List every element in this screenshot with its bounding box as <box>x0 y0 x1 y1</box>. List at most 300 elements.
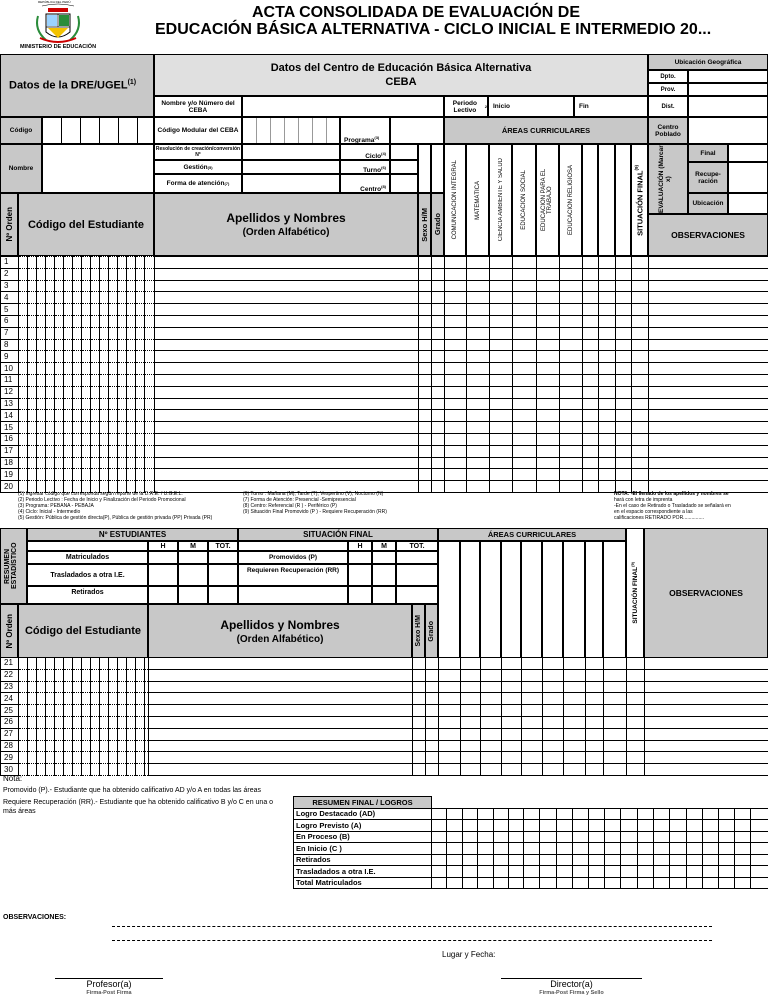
name-cell[interactable] <box>149 752 413 764</box>
code-digit-cell[interactable] <box>37 386 46 398</box>
logros-cell[interactable] <box>719 831 735 843</box>
logros-cell[interactable] <box>605 820 621 832</box>
code-digit-cell[interactable] <box>73 422 82 434</box>
area-grade-cell[interactable] <box>513 257 537 269</box>
area-grade-cell[interactable] <box>481 681 502 693</box>
area-grade-cell[interactable] <box>616 374 632 386</box>
code-digit-cell[interactable] <box>19 351 28 363</box>
code-digit-cell[interactable] <box>82 339 91 351</box>
logros-cell[interactable] <box>638 866 654 878</box>
area-grade-cell[interactable] <box>513 422 537 434</box>
sexo-cell[interactable] <box>419 374 432 386</box>
grado-cell[interactable] <box>432 257 445 269</box>
code-digit-cell[interactable] <box>73 740 82 752</box>
code-digit-cell[interactable] <box>46 339 55 351</box>
logros-cell[interactable] <box>573 877 589 889</box>
code-digit-cell[interactable] <box>37 257 46 269</box>
sexo-cell[interactable] <box>413 658 426 670</box>
logros-cell[interactable] <box>703 866 719 878</box>
logros-cell[interactable] <box>735 854 751 866</box>
area-grade-cell[interactable] <box>513 398 537 410</box>
code-digit-cell[interactable] <box>73 363 82 375</box>
code-digit-cell[interactable] <box>109 351 118 363</box>
area-grade-cell[interactable] <box>439 658 461 670</box>
area-grade-cell[interactable] <box>522 681 543 693</box>
code-digit-cell[interactable] <box>118 457 127 469</box>
code-digit-cell[interactable] <box>73 693 82 705</box>
area-grade-cell[interactable] <box>583 445 599 457</box>
code-digit-cell[interactable] <box>37 716 46 728</box>
area-grade-cell[interactable] <box>439 669 461 681</box>
code-digit-cell[interactable] <box>127 433 136 445</box>
code-digit-cell[interactable] <box>82 280 91 292</box>
logros-cell[interactable] <box>524 877 540 889</box>
observaciones-cell[interactable] <box>649 445 768 457</box>
area-grade-cell[interactable] <box>513 445 537 457</box>
code-digit-cell[interactable] <box>37 457 46 469</box>
code-digit-cell[interactable] <box>19 422 28 434</box>
area-grade-cell[interactable] <box>564 669 586 681</box>
code-digit-cell[interactable] <box>145 410 155 422</box>
code-digit-cell[interactable] <box>91 693 100 705</box>
code-digit-cell[interactable] <box>109 728 118 740</box>
code-digit-cell[interactable] <box>64 351 73 363</box>
code-digit-cell[interactable] <box>100 363 109 375</box>
code-digit-cell[interactable] <box>100 315 109 327</box>
code-digit-cell[interactable] <box>73 469 82 481</box>
code-digit-cell[interactable] <box>64 280 73 292</box>
grado-cell[interactable] <box>432 481 445 493</box>
area-grade-cell[interactable] <box>543 681 564 693</box>
logros-cell[interactable] <box>494 866 509 878</box>
code-digit-cell[interactable] <box>73 752 82 764</box>
logros-cell[interactable] <box>557 808 573 820</box>
sexo-cell[interactable] <box>413 752 426 764</box>
logros-cell[interactable] <box>703 877 719 889</box>
area-grade-cell[interactable] <box>537 433 560 445</box>
code-digit-cell[interactable] <box>136 398 145 410</box>
observaciones-cell[interactable] <box>649 351 768 363</box>
code-digit-cell[interactable] <box>118 257 127 269</box>
area-grade-cell[interactable] <box>490 304 513 316</box>
observaciones-cell[interactable] <box>645 669 768 681</box>
code-digit-cell[interactable] <box>19 658 28 670</box>
code-digit-cell[interactable] <box>64 257 73 269</box>
code-digit-cell[interactable] <box>127 410 136 422</box>
code-digit-cell[interactable] <box>46 433 55 445</box>
code-digit-cell[interactable] <box>55 339 64 351</box>
code-digit-cell[interactable] <box>118 752 127 764</box>
logros-cell[interactable] <box>670 820 687 832</box>
code-digit-cell[interactable] <box>82 693 91 705</box>
code-digit-cell[interactable] <box>145 374 155 386</box>
area-grade-cell[interactable] <box>537 457 560 469</box>
code-digit-cell[interactable] <box>55 422 64 434</box>
code-digit-cell[interactable] <box>64 752 73 764</box>
req-m[interactable] <box>372 564 396 586</box>
ubicacion-check[interactable] <box>728 193 768 214</box>
code-digit-cell[interactable] <box>37 327 46 339</box>
area-grade-cell[interactable] <box>604 716 627 728</box>
area-grade-cell[interactable] <box>537 422 560 434</box>
area-grade-cell[interactable] <box>604 669 627 681</box>
code-digit-cell[interactable] <box>127 445 136 457</box>
grado-cell[interactable] <box>432 339 445 351</box>
prom-tot[interactable] <box>396 551 438 564</box>
code-digit-cell[interactable] <box>145 422 155 434</box>
code-digit-cell[interactable] <box>37 469 46 481</box>
code-digit-cell[interactable] <box>19 292 28 304</box>
code-digit-cell[interactable] <box>136 681 145 693</box>
logros-cell[interactable] <box>524 854 540 866</box>
code-digit-cell[interactable] <box>109 740 118 752</box>
area-grade-cell[interactable] <box>583 327 599 339</box>
code-digit-cell[interactable] <box>37 669 46 681</box>
area-grade-cell[interactable] <box>467 327 490 339</box>
code-digit-cell[interactable] <box>46 315 55 327</box>
area-grade-cell[interactable] <box>467 280 490 292</box>
code-digit-cell[interactable] <box>46 716 55 728</box>
name-cell[interactable] <box>155 398 419 410</box>
trasl-tot[interactable] <box>208 564 238 586</box>
dist-field[interactable] <box>688 96 768 117</box>
code-digit-cell[interactable] <box>64 728 73 740</box>
area-grade-cell[interactable] <box>467 374 490 386</box>
area-grade-cell[interactable] <box>537 445 560 457</box>
code-digit-cell[interactable] <box>127 374 136 386</box>
code-digit-cell[interactable] <box>82 445 91 457</box>
code-digit-cell[interactable] <box>127 398 136 410</box>
code-digit-cell[interactable] <box>100 280 109 292</box>
code-digit-cell[interactable] <box>127 304 136 316</box>
area-grade-cell[interactable] <box>513 280 537 292</box>
codigo-modular-field[interactable] <box>242 117 340 144</box>
area-grade-cell[interactable] <box>560 257 583 269</box>
code-digit-cell[interactable] <box>28 705 37 717</box>
code-digit-cell[interactable] <box>100 374 109 386</box>
code-digit-cell[interactable] <box>28 457 37 469</box>
code-digit-cell[interactable] <box>136 327 145 339</box>
code-digit-cell[interactable] <box>82 351 91 363</box>
logros-cell[interactable] <box>432 820 447 832</box>
sexo-cell[interactable] <box>419 268 432 280</box>
logros-cell[interactable] <box>540 843 557 855</box>
code-digit-cell[interactable] <box>46 398 55 410</box>
area-grade-cell[interactable] <box>439 764 461 776</box>
code-digit-cell[interactable] <box>127 339 136 351</box>
resolucion-field[interactable] <box>242 144 340 160</box>
code-digit-cell[interactable] <box>91 292 100 304</box>
name-cell[interactable] <box>155 374 419 386</box>
code-digit-cell[interactable] <box>100 268 109 280</box>
code-digit-cell[interactable] <box>118 469 127 481</box>
code-digit-cell[interactable] <box>64 693 73 705</box>
area-grade-cell[interactable] <box>522 705 543 717</box>
area-grade-cell[interactable] <box>461 705 481 717</box>
logros-cell[interactable] <box>735 820 751 832</box>
observaciones-cell[interactable] <box>649 469 768 481</box>
grado-cell[interactable] <box>432 351 445 363</box>
logros-cell[interactable] <box>638 843 654 855</box>
code-digit-cell[interactable] <box>145 268 155 280</box>
area-grade-cell[interactable] <box>583 339 599 351</box>
code-digit-cell[interactable] <box>100 693 109 705</box>
area-grade-cell[interactable] <box>461 669 481 681</box>
area-grade-cell[interactable] <box>461 658 481 670</box>
code-digit-cell[interactable] <box>19 669 28 681</box>
code-digit-cell[interactable] <box>100 705 109 717</box>
code-digit-cell[interactable] <box>37 351 46 363</box>
code-digit-cell[interactable] <box>19 315 28 327</box>
code-digit-cell[interactable] <box>109 445 118 457</box>
logros-cell[interactable] <box>719 877 735 889</box>
area-grade-cell[interactable] <box>632 386 649 398</box>
ret-m[interactable] <box>178 586 208 604</box>
code-digit-cell[interactable] <box>37 433 46 445</box>
code-digit-cell[interactable] <box>37 292 46 304</box>
code-digit-cell[interactable] <box>73 669 82 681</box>
code-digit-cell[interactable] <box>64 469 73 481</box>
sexo-cell[interactable] <box>419 280 432 292</box>
area-grade-cell[interactable] <box>490 374 513 386</box>
area-grade-cell[interactable] <box>599 315 616 327</box>
observaciones-cell[interactable] <box>649 433 768 445</box>
nombre-field[interactable] <box>42 144 154 193</box>
code-digit-cell[interactable] <box>118 398 127 410</box>
code-digit-cell[interactable] <box>46 705 55 717</box>
code-digit-cell[interactable] <box>91 374 100 386</box>
area-grade-cell[interactable] <box>481 764 502 776</box>
area-grade-cell[interactable] <box>502 764 522 776</box>
code-digit-cell[interactable] <box>100 433 109 445</box>
code-digit-cell[interactable] <box>82 469 91 481</box>
logros-cell[interactable] <box>751 808 768 820</box>
observaciones-cell[interactable] <box>649 398 768 410</box>
logros-cell[interactable] <box>524 843 540 855</box>
area-grade-cell[interactable] <box>560 386 583 398</box>
code-digit-cell[interactable] <box>37 681 46 693</box>
area-grade-cell[interactable] <box>586 693 604 705</box>
code-digit-cell[interactable] <box>55 327 64 339</box>
final-check[interactable] <box>728 144 768 162</box>
nombre-ceba-field[interactable] <box>242 96 444 117</box>
code-digit-cell[interactable] <box>82 315 91 327</box>
code-digit-cell[interactable] <box>82 386 91 398</box>
area-grade-cell[interactable] <box>522 658 543 670</box>
area-grade-cell[interactable] <box>632 280 649 292</box>
recuperacion-check[interactable] <box>728 162 768 193</box>
sexo-cell[interactable] <box>419 339 432 351</box>
code-digit-cell[interactable] <box>55 658 64 670</box>
code-digit-cell[interactable] <box>73 315 82 327</box>
logros-cell[interactable] <box>654 820 670 832</box>
code-digit-cell[interactable] <box>28 280 37 292</box>
logros-cell[interactable] <box>605 854 621 866</box>
code-digit-cell[interactable] <box>46 693 55 705</box>
area-grade-cell[interactable] <box>599 257 616 269</box>
code-digit-cell[interactable] <box>118 374 127 386</box>
area-grade-cell[interactable] <box>490 292 513 304</box>
code-digit-cell[interactable] <box>28 386 37 398</box>
code-digit-cell[interactable] <box>145 386 155 398</box>
area-grade-cell[interactable] <box>599 398 616 410</box>
code-digit-cell[interactable] <box>37 693 46 705</box>
logros-cell[interactable] <box>524 866 540 878</box>
area-grade-cell[interactable] <box>616 257 632 269</box>
ret-h[interactable] <box>148 586 178 604</box>
area-grade-cell[interactable] <box>490 363 513 375</box>
area-grade-cell[interactable] <box>490 433 513 445</box>
code-digit-cell[interactable] <box>127 386 136 398</box>
code-digit-cell[interactable] <box>82 681 91 693</box>
logros-cell[interactable] <box>494 854 509 866</box>
code-digit-cell[interactable] <box>55 740 64 752</box>
area-grade-cell[interactable] <box>467 398 490 410</box>
code-digit-cell[interactable] <box>55 292 64 304</box>
code-digit-cell[interactable] <box>73 386 82 398</box>
logros-cell[interactable] <box>605 831 621 843</box>
logros-cell[interactable] <box>654 866 670 878</box>
name-cell[interactable] <box>155 422 419 434</box>
code-digit-cell[interactable] <box>19 740 28 752</box>
logros-cell[interactable] <box>540 866 557 878</box>
code-digit-cell[interactable] <box>127 728 136 740</box>
area-grade-cell[interactable] <box>445 374 467 386</box>
code-digit-cell[interactable] <box>28 669 37 681</box>
area-grade-cell[interactable] <box>632 422 649 434</box>
logros-cell[interactable] <box>621 877 638 889</box>
code-digit-cell[interactable] <box>19 469 28 481</box>
area-grade-cell[interactable] <box>560 363 583 375</box>
code-digit-cell[interactable] <box>82 422 91 434</box>
area-grade-cell[interactable] <box>599 457 616 469</box>
observaciones-cell[interactable] <box>649 374 768 386</box>
area-grade-cell[interactable] <box>627 669 645 681</box>
code-digit-cell[interactable] <box>28 292 37 304</box>
code-digit-cell[interactable] <box>37 315 46 327</box>
code-digit-cell[interactable] <box>46 752 55 764</box>
logros-cell[interactable] <box>478 866 494 878</box>
code-digit-cell[interactable] <box>82 705 91 717</box>
name-cell[interactable] <box>155 363 419 375</box>
code-digit-cell[interactable] <box>136 740 145 752</box>
code-digit-cell[interactable] <box>136 410 145 422</box>
area-grade-cell[interactable] <box>616 351 632 363</box>
logros-cell[interactable] <box>463 866 478 878</box>
code-digit-cell[interactable] <box>109 658 118 670</box>
code-digit-cell[interactable] <box>127 669 136 681</box>
area-grade-cell[interactable] <box>560 327 583 339</box>
code-digit-cell[interactable] <box>46 351 55 363</box>
req-tot[interactable] <box>396 564 438 586</box>
logros-cell[interactable] <box>432 843 447 855</box>
area-grade-cell[interactable] <box>560 445 583 457</box>
logros-cell[interactable] <box>703 831 719 843</box>
logros-cell[interactable] <box>638 820 654 832</box>
area-grade-cell[interactable] <box>522 669 543 681</box>
code-digit-cell[interactable] <box>91 445 100 457</box>
code-digit-cell[interactable] <box>100 681 109 693</box>
area-grade-cell[interactable] <box>616 363 632 375</box>
area-grade-cell[interactable] <box>560 315 583 327</box>
area-grade-cell[interactable] <box>513 327 537 339</box>
logros-cell[interactable] <box>654 843 670 855</box>
area-grade-cell[interactable] <box>583 386 599 398</box>
code-digit-cell[interactable] <box>46 681 55 693</box>
area-grade-cell[interactable] <box>543 716 564 728</box>
area-grade-cell[interactable] <box>445 445 467 457</box>
logros-cell[interactable] <box>654 831 670 843</box>
code-digit-cell[interactable] <box>91 716 100 728</box>
logros-cell[interactable] <box>751 877 768 889</box>
area-grade-cell[interactable] <box>467 268 490 280</box>
code-digit-cell[interactable] <box>145 398 155 410</box>
code-digit-cell[interactable] <box>136 728 145 740</box>
area-grade-cell[interactable] <box>537 280 560 292</box>
code-digit-cell[interactable] <box>118 681 127 693</box>
area-grade-cell[interactable] <box>586 658 604 670</box>
area-grade-cell[interactable] <box>537 398 560 410</box>
logros-cell[interactable] <box>621 843 638 855</box>
logros-cell[interactable] <box>654 854 670 866</box>
code-digit-cell[interactable] <box>19 257 28 269</box>
code-digit-cell[interactable] <box>127 469 136 481</box>
code-digit-cell[interactable] <box>127 752 136 764</box>
code-digit-cell[interactable] <box>109 292 118 304</box>
code-digit-cell[interactable] <box>118 433 127 445</box>
observaciones-cell[interactable] <box>649 410 768 422</box>
code-digit-cell[interactable] <box>28 374 37 386</box>
area-grade-cell[interactable] <box>583 292 599 304</box>
area-grade-cell[interactable] <box>467 410 490 422</box>
code-digit-cell[interactable] <box>46 268 55 280</box>
name-cell[interactable] <box>149 693 413 705</box>
code-digit-cell[interactable] <box>55 716 64 728</box>
code-digit-cell[interactable] <box>100 304 109 316</box>
logros-cell[interactable] <box>432 831 447 843</box>
code-digit-cell[interactable] <box>91 669 100 681</box>
code-digit-cell[interactable] <box>91 752 100 764</box>
area-grade-cell[interactable] <box>616 398 632 410</box>
logros-cell[interactable] <box>573 854 589 866</box>
logros-cell[interactable] <box>589 877 605 889</box>
logros-cell[interactable] <box>557 820 573 832</box>
code-digit-cell[interactable] <box>136 280 145 292</box>
logros-cell[interactable] <box>478 820 494 832</box>
code-digit-cell[interactable] <box>145 280 155 292</box>
code-digit-cell[interactable] <box>109 339 118 351</box>
code-digit-cell[interactable] <box>82 268 91 280</box>
code-digit-cell[interactable] <box>64 716 73 728</box>
name-cell[interactable] <box>155 268 419 280</box>
area-grade-cell[interactable] <box>616 445 632 457</box>
area-grade-cell[interactable] <box>583 422 599 434</box>
code-digit-cell[interactable] <box>118 410 127 422</box>
grado-cell[interactable] <box>432 469 445 481</box>
area-grade-cell[interactable] <box>439 693 461 705</box>
code-digit-cell[interactable] <box>46 457 55 469</box>
area-grade-cell[interactable] <box>560 280 583 292</box>
code-digit-cell[interactable] <box>136 457 145 469</box>
area-grade-cell[interactable] <box>502 716 522 728</box>
grado-cell[interactable] <box>432 457 445 469</box>
code-digit-cell[interactable] <box>73 433 82 445</box>
code-digit-cell[interactable] <box>109 669 118 681</box>
grado-cell[interactable] <box>432 386 445 398</box>
name-cell[interactable] <box>155 351 419 363</box>
logros-cell[interactable] <box>687 866 703 878</box>
area-grade-cell[interactable] <box>537 363 560 375</box>
